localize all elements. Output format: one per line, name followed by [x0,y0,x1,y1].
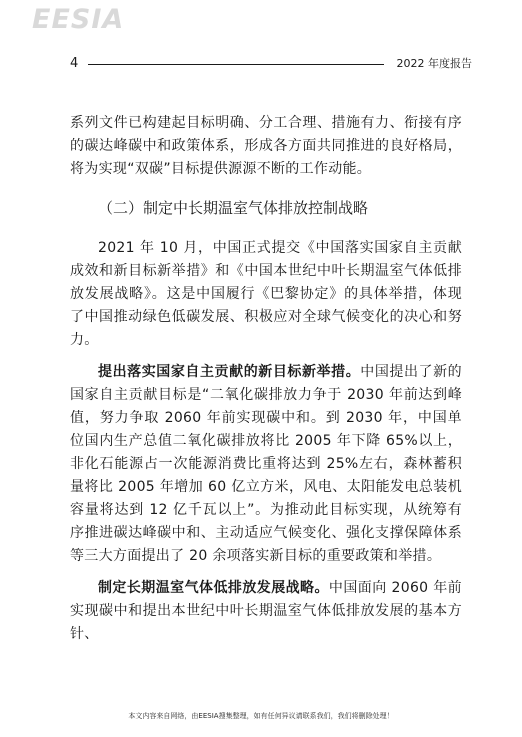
paragraph-3-body: 中国面向 2060 年前实现碳中和提出本世纪中叶长期温室气体低排放发展的基本方针、 [70,580,462,642]
paragraph-3 [70,577,462,646]
page-body [70,112,462,646]
page-header [70,56,472,72]
paragraph-1: 2021 年 10 月，中国正式提交《中国落实国家自主贡献成效和新目标新举措》和《中国本世纪中叶长期温室气体低排放发展战略》。这是中国履行《巴黎协定》的具体举措，体现了中国推动绿色低碳发展、积极应对全球气候变化的决心和努力。 [70,240,462,348]
paragraph-2 [70,361,462,568]
paragraph-2-body: 中国提出了新的国家自主贡献目标是“二氧化碳排放力争于 2030 年前达到峰值，努力争取 2060 年前实现碳中和。到 2030 年，中国单位国内生产总值二氧化碳排放将比 2005 年下降 65%以上，非化石能源占一次能源消费比重将达到 25%左右，森林蓄积量将比 2005 年增加 60 亿立方米，风电、太阳能发电总装机容量将达到 12 亿千瓦以上”。为推动此目标实现，从统筹有序推进碳达峰碳中和、主动适应气候变化、强化支撑保障体系等三大方面提出了 20 余项落实新目标的重要政策和举措。 [70,364,462,564]
page-number: 4 [70,56,79,71]
eesia-logo: EESIA [32,4,125,35]
footer-disclaimer: 本文内容来自网络，由EESIA搜集整理，如有任何异议请联系我们，我们将删除处理！ [128,712,394,720]
paragraph-2-lead: 提出落实国家自主贡献的新目标新举措。 [98,364,361,380]
paragraph-3-lead: 制定长期温室气体低排放发展战略。 [98,580,329,596]
section-heading: （二）制定中长期温室气体排放控制战略 [98,199,369,217]
header-divider [88,64,384,65]
report-title: 2022 年度报告 [396,57,472,70]
intro-paragraph: 系列文件已构建起目标明确、分工合理、措施有力、衔接有序的碳达峰碳中和政策体系，形成各方面共同推进的良好格局，将为实现“双碳”目标提供源源不断的工作动能。 [70,115,462,177]
